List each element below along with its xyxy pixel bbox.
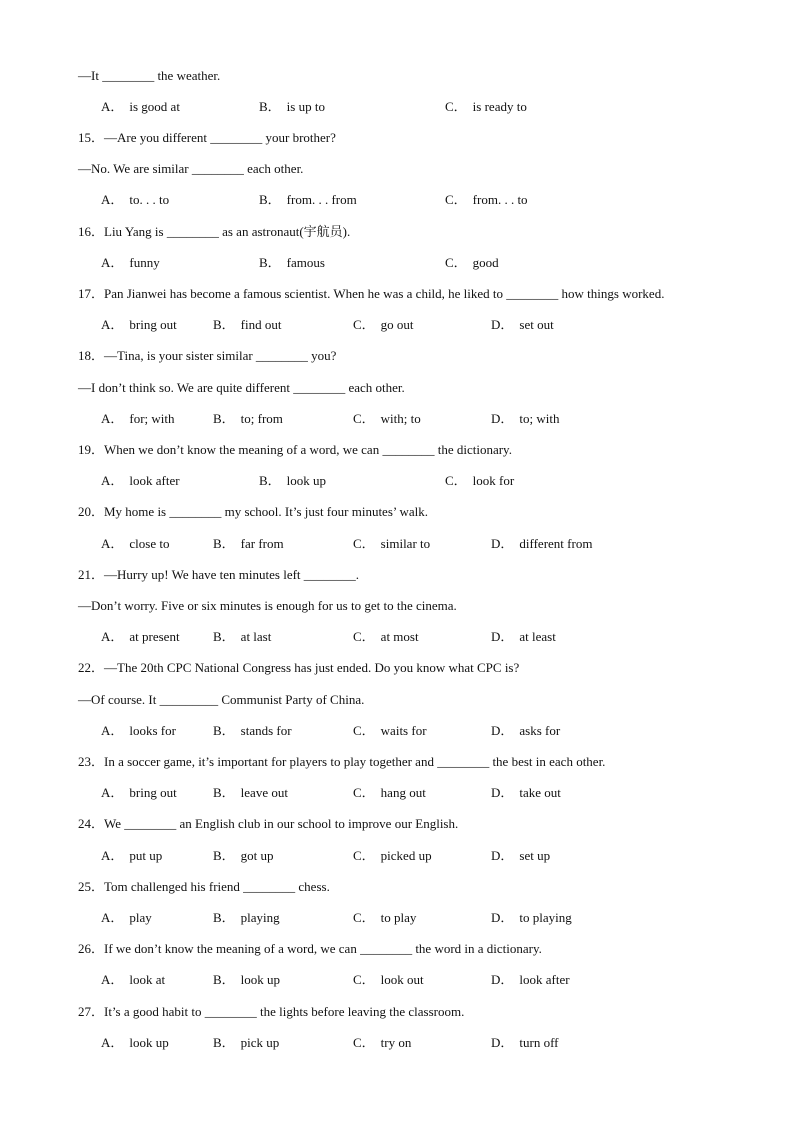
- q16-question: 16．Liu Yang is ________ as an astronaut(宇航员).: [78, 224, 351, 239]
- q21-question: 21．—Hurry up! We have ten minutes left ________.: [78, 567, 360, 582]
- option-c[interactable]: C． hang out: [353, 785, 426, 800]
- q24-question: 24．We ________ an English club in our school to improve our English.: [78, 816, 459, 831]
- option-d[interactable]: D． to playing: [491, 910, 572, 925]
- option-a[interactable]: A． for; with: [101, 411, 175, 426]
- q17-options: [0, 317, 794, 333]
- option-b[interactable]: B． to; from: [213, 411, 283, 426]
- q18-answer-line: —I don’t think so. We are quite different ________ each other.: [78, 380, 405, 395]
- option-d[interactable]: D． at least: [491, 629, 556, 644]
- option-b[interactable]: B． look up: [213, 972, 281, 987]
- q26-question: 26．If we don’t know the meaning of a word, we can ________ the word in a dictionary.: [78, 941, 542, 956]
- q26-options: [0, 972, 794, 988]
- option-c[interactable]: C． to play: [353, 910, 417, 925]
- q18-options: [0, 411, 794, 427]
- q25-options: [0, 910, 794, 926]
- option-c[interactable]: C． look for: [445, 473, 515, 488]
- q21-answer-line: —Don’t worry. Five or six minutes is enough for us to get to the cinema.: [78, 598, 457, 613]
- option-b[interactable]: B． got up: [213, 848, 274, 863]
- option-a[interactable]: A． looks for: [101, 723, 176, 738]
- option-c[interactable]: C． good: [445, 255, 499, 270]
- q25-question: 25．Tom challenged his friend ________ chess.: [78, 879, 330, 894]
- option-d[interactable]: D． set out: [491, 317, 554, 332]
- option-a[interactable]: A． play: [101, 910, 152, 925]
- option-b[interactable]: B． far from: [213, 536, 284, 551]
- option-a[interactable]: A． is good at: [101, 99, 180, 114]
- option-b[interactable]: B． look up: [259, 473, 327, 488]
- option-b[interactable]: B． is up to: [259, 99, 325, 114]
- q15-options: [0, 192, 794, 208]
- option-d[interactable]: D． look after: [491, 972, 570, 987]
- option-c[interactable]: C． from. . . to: [445, 192, 528, 207]
- option-a[interactable]: A． look up: [101, 1035, 169, 1050]
- option-c[interactable]: C． look out: [353, 972, 424, 987]
- option-b[interactable]: B． find out: [213, 317, 282, 332]
- q20-options: [0, 536, 794, 552]
- option-c[interactable]: C． is ready to: [445, 99, 527, 114]
- option-b[interactable]: B． from. . . from: [259, 192, 357, 207]
- option-d[interactable]: D． to; with: [491, 411, 560, 426]
- option-b[interactable]: B． playing: [213, 910, 280, 925]
- option-d[interactable]: D． take out: [491, 785, 561, 800]
- option-a[interactable]: A． look at: [101, 972, 166, 987]
- option-c[interactable]: C． waits for: [353, 723, 427, 738]
- option-a[interactable]: A． look after: [101, 473, 180, 488]
- q22-options: [0, 723, 794, 739]
- q22-question: 22．—The 20th CPC National Congress has just ended. Do you know what CPC is?: [78, 660, 520, 675]
- q27-question: 27．It’s a good habit to ________ the lights before leaving the classroom.: [78, 1004, 465, 1019]
- q19-options: [0, 473, 794, 489]
- q23-options: [0, 785, 794, 801]
- q18-question: 18．—Tina, is your sister similar ________ you?: [78, 348, 337, 363]
- q24-options: [0, 848, 794, 864]
- q15-answer-line: —No. We are similar ________ each other.: [78, 161, 304, 176]
- option-a[interactable]: A． to. . . to: [101, 192, 170, 207]
- option-b[interactable]: B． stands for: [213, 723, 292, 738]
- option-d[interactable]: D． different from: [491, 536, 593, 551]
- q14-options: [0, 99, 794, 115]
- option-a[interactable]: A． funny: [101, 255, 160, 270]
- option-a[interactable]: A． bring out: [101, 785, 177, 800]
- q19-question: 19．When we don’t know the meaning of a word, we can ________ the dictionary.: [78, 442, 512, 457]
- option-b[interactable]: B． at last: [213, 629, 272, 644]
- option-c[interactable]: C． at most: [353, 629, 419, 644]
- option-a[interactable]: A． put up: [101, 848, 163, 863]
- option-d[interactable]: D． turn off: [491, 1035, 559, 1050]
- option-b[interactable]: B． pick up: [213, 1035, 280, 1050]
- option-c[interactable]: C． with; to: [353, 411, 421, 426]
- q16-options: [0, 255, 794, 271]
- option-c[interactable]: C． try on: [353, 1035, 412, 1050]
- option-c[interactable]: C． picked up: [353, 848, 432, 863]
- option-d[interactable]: D． asks for: [491, 723, 561, 738]
- option-c[interactable]: C． similar to: [353, 536, 431, 551]
- q22-answer-line: —Of course. It _________ Communist Party of China.: [78, 692, 365, 707]
- option-b[interactable]: B． leave out: [213, 785, 288, 800]
- q21-options: [0, 629, 794, 645]
- option-a[interactable]: A． close to: [101, 536, 170, 551]
- q17-question: 17．Pan Jianwei has become a famous scientist. When he was a child, he liked to ________ how things worked.: [78, 286, 665, 301]
- q14-answer-line: —It ________ the weather.: [78, 68, 221, 83]
- option-d[interactable]: D． set up: [491, 848, 551, 863]
- option-c[interactable]: C． go out: [353, 317, 414, 332]
- q15-question: 15．—Are you different ________ your brother?: [78, 130, 336, 145]
- option-a[interactable]: A． bring out: [101, 317, 177, 332]
- option-a[interactable]: A． at present: [101, 629, 180, 644]
- option-b[interactable]: B． famous: [259, 255, 325, 270]
- q20-question: 20．My home is ________ my school. It’s just four minutes’ walk.: [78, 504, 429, 519]
- q27-options: [0, 1035, 794, 1051]
- q23-question: 23．In a soccer game, it’s important for players to play together and ________ the best in each other.: [78, 754, 606, 769]
